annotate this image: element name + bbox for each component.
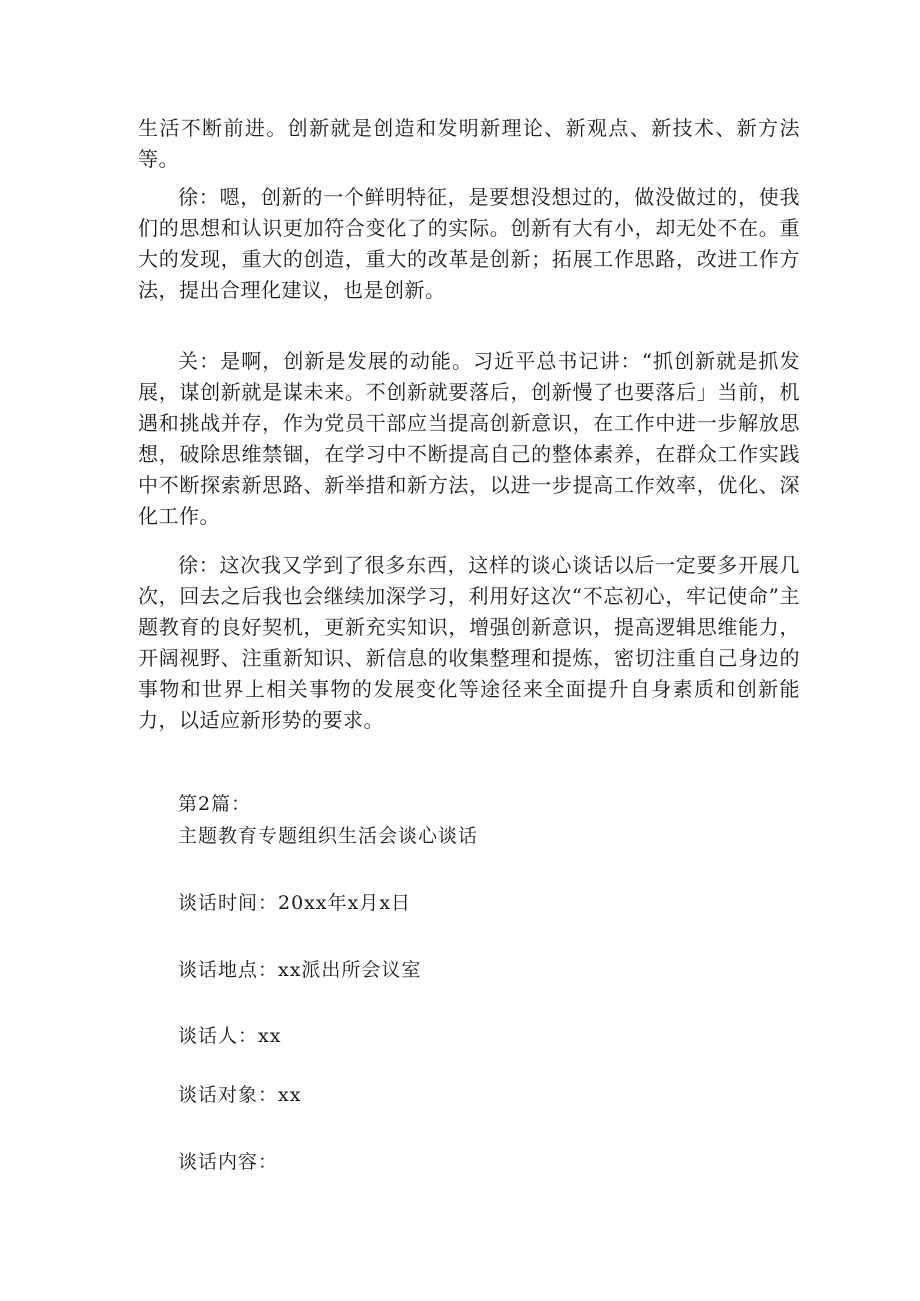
talk-place: 谈话地点：xx派出所会议室 (178, 959, 422, 981)
section-label: 第2篇： (178, 793, 252, 815)
talk-speaker: 谈话人：xx (178, 1025, 282, 1047)
paragraph-xu-1: 徐：嗯，创新的一个鲜明特征，是要想没想过的，做没做过的，使我们的思想和认识更加符合变化了的实际。创新有大有小，却无处不在。重大的发现，重大的创造，重大的改革是创新；拓展工作思路，改进工作方法，提出合理化建议，也是创新。 (138, 185, 800, 302)
section-title: 主题教育专题组织生活会谈心谈话 (178, 825, 479, 847)
talk-time: 谈话时间：20xx年x月x日 (178, 892, 412, 914)
paragraph-continuation: 生活不断前进。创新就是创造和发明新理论、新观点、新技术、新方法等。 (138, 116, 800, 171)
talk-target: 谈话对象：xx (178, 1084, 302, 1106)
paragraph-guan: 关：是啊，创新是发展的动能。习近平总书记讲：“抓创新就是抓发展，谋创新就是谋未来。不创新就要落后，创新慢了也要落后」当前，机遇和挑战并存，作为党员干部应当提高创新意识，在工作中进一步解放思想，破除思维禁锢，在学习中不断提高自己的整体素养，在群众工作实践中不断探索新思路、新举措和新方法，以进一步提高工作效率，优化、深化工作。 (138, 349, 800, 528)
talk-content: 谈话内容： (178, 1151, 279, 1173)
paragraph-xu-2: 徐：这次我又学到了很多东西，这样的谈心谈话以后一定要多开展几次，回去之后我也会继续加深学习，利用好这次“不忘初心，牢记使命”主题教育的良好契机，更新充实知识，增强创新意识，提高逻辑思维能力，开阔视野、注重新知识、新信息的收集整理和提炼，密切注重自己身边的事物和世界上相关事物的发展变化等途径来全面提升自身素质和创新能力，以适应新形势的要求。 (138, 553, 800, 732)
